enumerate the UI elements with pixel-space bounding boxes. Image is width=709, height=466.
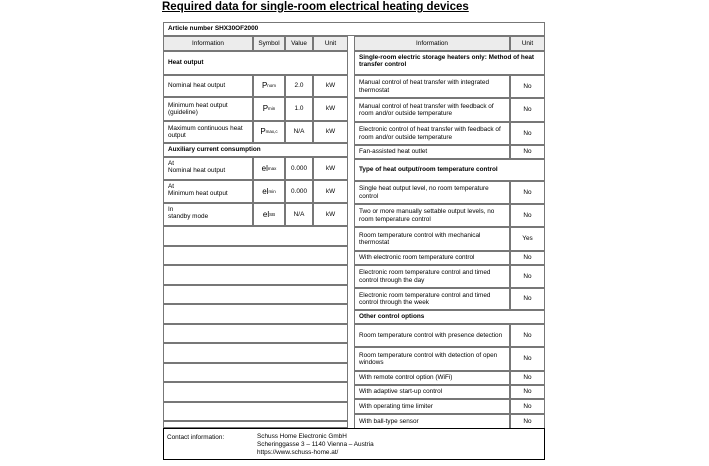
- storage-row-info: Fan-assisted heat outlet: [354, 145, 510, 159]
- other-row-info: With ball-type sensor: [354, 414, 510, 429]
- storage-row-value: No: [510, 145, 545, 159]
- aux-symbol: [253, 180, 285, 203]
- heat-output-symbol-subscript: min: [268, 106, 276, 112]
- aux-unit: kW: [313, 180, 348, 203]
- right-header-unit: Unit: [510, 36, 545, 51]
- other-row-value: No: [510, 414, 545, 429]
- empty-row: [163, 226, 348, 246]
- document-title: Required data for single-room electrical heating devices: [162, 1, 469, 13]
- aux-symbol: [253, 157, 285, 180]
- storage-row-value: No: [510, 98, 545, 122]
- empty-row: [163, 324, 348, 344]
- aux-info: [163, 203, 253, 226]
- section-auxiliary-current: Auxiliary current consumption: [163, 143, 348, 157]
- heat-output-symbol-base: P: [260, 127, 266, 137]
- contact-website[interactable]: https://www.schuss-home.at/: [257, 449, 339, 456]
- type-row-info: With electronic room temperature control: [354, 251, 510, 265]
- empty-row: [163, 382, 348, 402]
- empty-row: [163, 402, 348, 422]
- aux-unit: kW: [313, 203, 348, 226]
- other-row-info: With adaptive start-up control: [354, 385, 510, 399]
- aux-info: [163, 180, 253, 203]
- right-header-information: Information: [354, 36, 510, 51]
- heat-output-symbol-base: P: [262, 104, 269, 114]
- heat-output-symbol: [253, 121, 285, 143]
- aux-symbol-subscript: SB: [269, 211, 276, 217]
- other-row-info: Room temperature control with presence detection: [354, 324, 510, 347]
- storage-row-value: No: [510, 122, 545, 145]
- aux-info-line1: In: [168, 206, 174, 213]
- left-header-value: Value: [285, 36, 313, 51]
- section-other-control: Other control options: [354, 310, 545, 324]
- section-heat-output-type: Type of heat output/room temperature control: [354, 159, 545, 181]
- heat-output-symbol-base: P: [261, 81, 268, 91]
- heat-output-info: Maximum continuous heat output: [163, 121, 253, 143]
- heat-output-symbol: [253, 97, 285, 121]
- aux-symbol: [253, 203, 285, 226]
- heat-output-unit: kW: [313, 121, 348, 143]
- contact-company: Schuss Home Electronic GmbH: [257, 433, 347, 440]
- left-header-unit: Unit: [313, 36, 348, 51]
- left-header-information: Information: [163, 36, 253, 51]
- heat-output-symbol-subscript: max,c: [265, 129, 278, 135]
- aux-value: N/A: [285, 203, 313, 226]
- heat-output-info: Nominal heat output: [163, 75, 253, 97]
- type-row-info: Electronic room temperature control and timed control through the week: [354, 288, 510, 310]
- left-header-symbol: Symbol: [253, 36, 285, 51]
- heat-output-symbol: [253, 75, 285, 97]
- other-row-value: No: [510, 347, 545, 371]
- other-row-value: No: [510, 385, 545, 399]
- section-storage-heaters: Single-room electric storage heaters only: Method of heat transfer control: [354, 51, 545, 75]
- other-row-value: No: [510, 371, 545, 385]
- other-row-info: Room temperature control with detection of open windows: [354, 347, 510, 371]
- aux-symbol-base: el: [262, 209, 270, 219]
- aux-value: 0.000: [285, 157, 313, 180]
- empty-row: [163, 285, 348, 305]
- type-row-value: No: [510, 204, 545, 227]
- aux-unit: kW: [313, 157, 348, 180]
- type-row-value: No: [510, 251, 545, 265]
- contact-label: Contact information:: [167, 434, 225, 441]
- aux-info-line2: standby mode: [168, 213, 209, 221]
- type-row-value: No: [510, 181, 545, 204]
- other-row-value: No: [510, 324, 545, 347]
- aux-symbol-base: el: [262, 186, 269, 196]
- empty-row: [163, 265, 348, 285]
- article-number: Article number SHX30OF2000: [163, 22, 545, 36]
- heat-output-value: 1.0: [285, 97, 313, 121]
- aux-info: [163, 157, 253, 180]
- aux-value: 0.000: [285, 180, 313, 203]
- other-row-info: With remote control option (WiFi): [354, 371, 510, 385]
- section-heat-output: Heat output: [163, 51, 348, 75]
- empty-row: [163, 421, 348, 428]
- empty-row: [163, 343, 348, 363]
- aux-info-line1: At: [168, 183, 175, 190]
- storage-row-info: Manual control of heat transfer with integrated thermostat: [354, 75, 510, 98]
- heat-output-value: 2.0: [285, 75, 313, 97]
- storage-row-value: No: [510, 75, 545, 98]
- other-row-info: With operating time limiter: [354, 399, 510, 414]
- aux-info-line2: Nominal heat output: [168, 167, 226, 175]
- type-row-value: No: [510, 265, 545, 288]
- aux-info-line2: Minimum heat output: [168, 190, 228, 198]
- aux-symbol-subscript: max: [267, 165, 277, 171]
- empty-row: [163, 363, 348, 383]
- heat-output-info: Minimum heat output (guideline): [163, 97, 253, 121]
- contact-address: [257, 433, 374, 457]
- aux-info-line1: At: [168, 160, 175, 167]
- storage-row-info: Manual control of heat transfer with feedback of room and/or outside temperature: [354, 98, 510, 122]
- storage-row-info: Electronic control of heat transfer with feedback of room and/or outside temperature: [354, 122, 510, 145]
- heat-output-unit: kW: [313, 75, 348, 97]
- empty-row: [163, 246, 348, 266]
- empty-row: [163, 304, 348, 324]
- type-row-info: Room temperature control with mechanical thermostat: [354, 227, 510, 251]
- type-row-value: Yes: [510, 227, 545, 251]
- aux-symbol-subscript: min: [268, 188, 276, 194]
- aux-symbol-base: el: [261, 163, 268, 173]
- type-row-info: Electronic room temperature control and timed control through the day: [354, 265, 510, 288]
- other-row-value: No: [510, 399, 545, 414]
- heat-output-unit: kW: [313, 97, 348, 121]
- heat-output-symbol-subscript: nom: [267, 83, 277, 89]
- type-row-info: Two or more manually settable output levels, no room temperature control: [354, 204, 510, 227]
- contact-street: Scheringgasse 3 – 1140 Vienna – Austria: [257, 441, 374, 448]
- heat-output-value: N/A: [285, 121, 313, 143]
- type-row-value: No: [510, 288, 545, 310]
- type-row-info: Single heat output level, no room temperature control: [354, 181, 510, 204]
